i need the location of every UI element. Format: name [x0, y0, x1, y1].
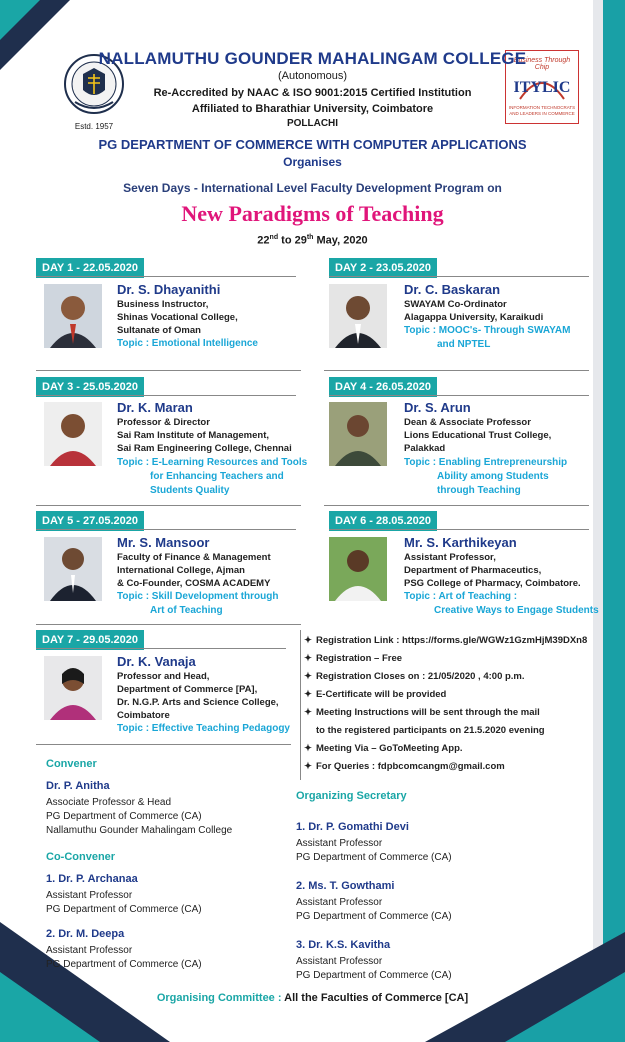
affiliation: Affiliated to Bharathiar University, Coimbatore — [191, 103, 434, 115]
divider — [36, 744, 291, 745]
secretary-details: Assistant Professor PG Department of Commerce (CA) — [296, 956, 452, 981]
day-tag: DAY 4 - 26.05.2020 — [329, 377, 437, 397]
coconvener-name: 2. Dr. M. Deepa — [46, 928, 125, 940]
coconvener-heading: Co-Convener — [46, 851, 116, 863]
speaker-affiliation: Assistant Professor, Department of Pharmaceutics, PSG College of Pharmacy, Coimbatore. — [404, 552, 581, 589]
info-item: ✦ Registration – Free — [304, 653, 403, 664]
divider — [36, 648, 286, 649]
secretary-details: Assistant Professor PG Department of Commerce (CA) — [296, 897, 452, 922]
info-item: ✦ For Queries : fdpbcomcangm@gmail.com — [304, 761, 505, 772]
day-card — [329, 377, 437, 397]
day-card — [36, 630, 144, 650]
divider — [36, 395, 296, 396]
speaker-photo — [44, 537, 102, 601]
info-item: ✦ E-Certificate will be provided — [304, 689, 447, 700]
divider — [329, 276, 589, 277]
speaker-photo — [329, 402, 387, 466]
divider — [36, 624, 301, 625]
speaker-topic: Topic : MOOC's- Through SWAYAM and NPTEL — [404, 325, 571, 350]
day-card — [36, 511, 144, 531]
speaker-affiliation: SWAYAM Co-Ordinator Alagappa University, Karaikudi — [404, 299, 544, 323]
autonomous-label: (Autonomous) — [277, 70, 348, 82]
speaker-photo — [44, 402, 102, 466]
convener-heading: Convener — [46, 758, 97, 770]
accreditation: Re-Accredited by NAAC & ISO 9001:2015 Certified Institution — [153, 87, 472, 99]
speaker-name: Dr. S. Dhayanithi — [117, 282, 221, 297]
day-card — [329, 511, 437, 531]
divider — [329, 529, 589, 530]
divider — [36, 370, 301, 371]
day-tag: DAY 5 - 27.05.2020 — [36, 511, 144, 531]
info-item: ✦ Registration Closes on : 21/05/2020 , 4:00 p.m. — [304, 671, 525, 682]
program-title: New Paradigms of Teaching — [181, 201, 444, 226]
divider — [36, 505, 301, 506]
convener-name: Dr. P. Anitha — [46, 780, 110, 792]
day-card — [329, 258, 437, 278]
info-item: ✦ Meeting Instructions will be sent through the mail — [304, 707, 540, 718]
speaker-name: Mr. S. Mansoor — [117, 535, 210, 550]
program-dates: 22nd to 29th May, 2020 — [257, 234, 368, 247]
day-tag: DAY 6 - 28.05.2020 — [329, 511, 437, 531]
day-tag: DAY 2 - 23.05.2020 — [329, 258, 437, 278]
speaker-photo — [44, 284, 102, 348]
speaker-affiliation: Professor & Director Sai Ram Institute of Management, Sai Ram Engineering College, Chennai — [117, 417, 292, 454]
speaker-topic: Topic : Art of Teaching : Creative Ways to Engage Students — [404, 591, 599, 616]
day-tag: DAY 7 - 29.05.2020 — [36, 630, 144, 650]
speaker-topic: Topic : E-Learning Resources and Tools for Enhancing Teachers and Students Quality — [117, 457, 308, 496]
day-card — [36, 377, 144, 397]
itylic-logo: Business Through Chip ITYLIC INFORMATION TECHNOCRATS AND LEADERS IN COMMERCE — [505, 50, 579, 124]
place: POLLACHI — [286, 118, 339, 129]
speaker-affiliation: Professor and Head, Department of Commerce [PA], Dr. N.G.P. Arts and Science College, Coimbatore — [117, 671, 279, 721]
corner-accent-bottom-left — [0, 972, 100, 1042]
corner-accent-bottom-right — [505, 972, 625, 1042]
speaker-name: Dr. S. Arun — [404, 400, 471, 415]
speaker-name: Mr. S. Karthikeyan — [404, 535, 517, 550]
speaker-topic: Topic : Emotional Intelligence — [117, 338, 258, 349]
speaker-affiliation: Dean & Associate Professor Lions Educational Trust College, Palakkad — [404, 417, 552, 454]
divider — [36, 276, 296, 277]
speaker-photo — [329, 537, 387, 601]
speaker-affiliation: Business Instructor, Shinas Vocational College, Sultanate of Oman — [117, 299, 238, 336]
established-year: Estd. 1957 — [74, 122, 114, 131]
speaker-topic: Topic : Effective Teaching Pedagogy — [117, 723, 290, 734]
secretary-heading: Organizing Secretary — [296, 790, 407, 802]
secretary-name: 3. Dr. K.S. Kavitha — [296, 939, 391, 951]
speaker-photo — [44, 656, 102, 720]
day-card — [36, 258, 144, 278]
secretary-name: 2. Ms. T. Gowthami — [296, 880, 395, 892]
registration-info — [304, 632, 604, 776]
college-name: NALLAMUTHU GOUNDER MAHALINGAM COLLEGE — [98, 49, 527, 68]
speaker-photo — [329, 284, 387, 348]
divider — [324, 370, 589, 371]
speaker-topic: Topic : Enabling Entrepreneurship Ability among Students through Teaching — [404, 457, 568, 496]
day-tag: DAY 3 - 25.05.2020 — [36, 377, 144, 397]
program-description: Seven Days - International Level Faculty Development Program on — [123, 181, 502, 195]
vertical-divider — [300, 630, 301, 780]
speaker-topic: Topic : Skill Development through Art of Teaching — [117, 591, 279, 616]
convener-details: Associate Professor & Head PG Department of Commerce (CA) Nallamuthu Gounder Mahalingam College — [46, 797, 233, 836]
speaker-name: Dr. C. Baskaran — [404, 282, 501, 297]
corner-accent-top-left — [0, 0, 40, 40]
info-item: ✦ Meeting Via – GoToMeeting App. — [304, 743, 463, 754]
organises-label: Organises — [283, 155, 342, 169]
secretary-details: Assistant Professor PG Department of Commerce (CA) — [296, 838, 452, 863]
info-item: ✦ Registration Link : https://forms.gle/WGWz1GzmHjM39DXn8 — [304, 635, 588, 646]
divider — [324, 505, 589, 506]
secretary-name: 1. Dr. P. Gomathi Devi — [296, 821, 409, 833]
coconvener-details: Assistant Professor PG Department of Commerce (CA) — [46, 945, 202, 970]
coconvener-name: 1. Dr. P. Archanaa — [46, 873, 138, 885]
speaker-name: Dr. K. Maran — [117, 400, 193, 415]
day-tag: DAY 1 - 22.05.2020 — [36, 258, 144, 278]
coconvener-details: Assistant Professor PG Department of Commerce (CA) — [46, 890, 202, 915]
organising-committee: Organising Committee : All the Faculties of Commerce [CA] — [156, 992, 469, 1004]
info-item: to the registered participants on 21.5.2020 evening — [316, 725, 545, 736]
divider — [36, 529, 296, 530]
department-name: PG DEPARTMENT OF COMMERCE WITH COMPUTER APPLICATIONS — [98, 137, 527, 152]
speaker-affiliation: Faculty of Finance & Management International College, Ajman & Co-Founder, COSMA ACADEMY — [117, 552, 271, 589]
speaker-name: Dr. K. Vanaja — [117, 654, 196, 669]
divider — [329, 395, 589, 396]
